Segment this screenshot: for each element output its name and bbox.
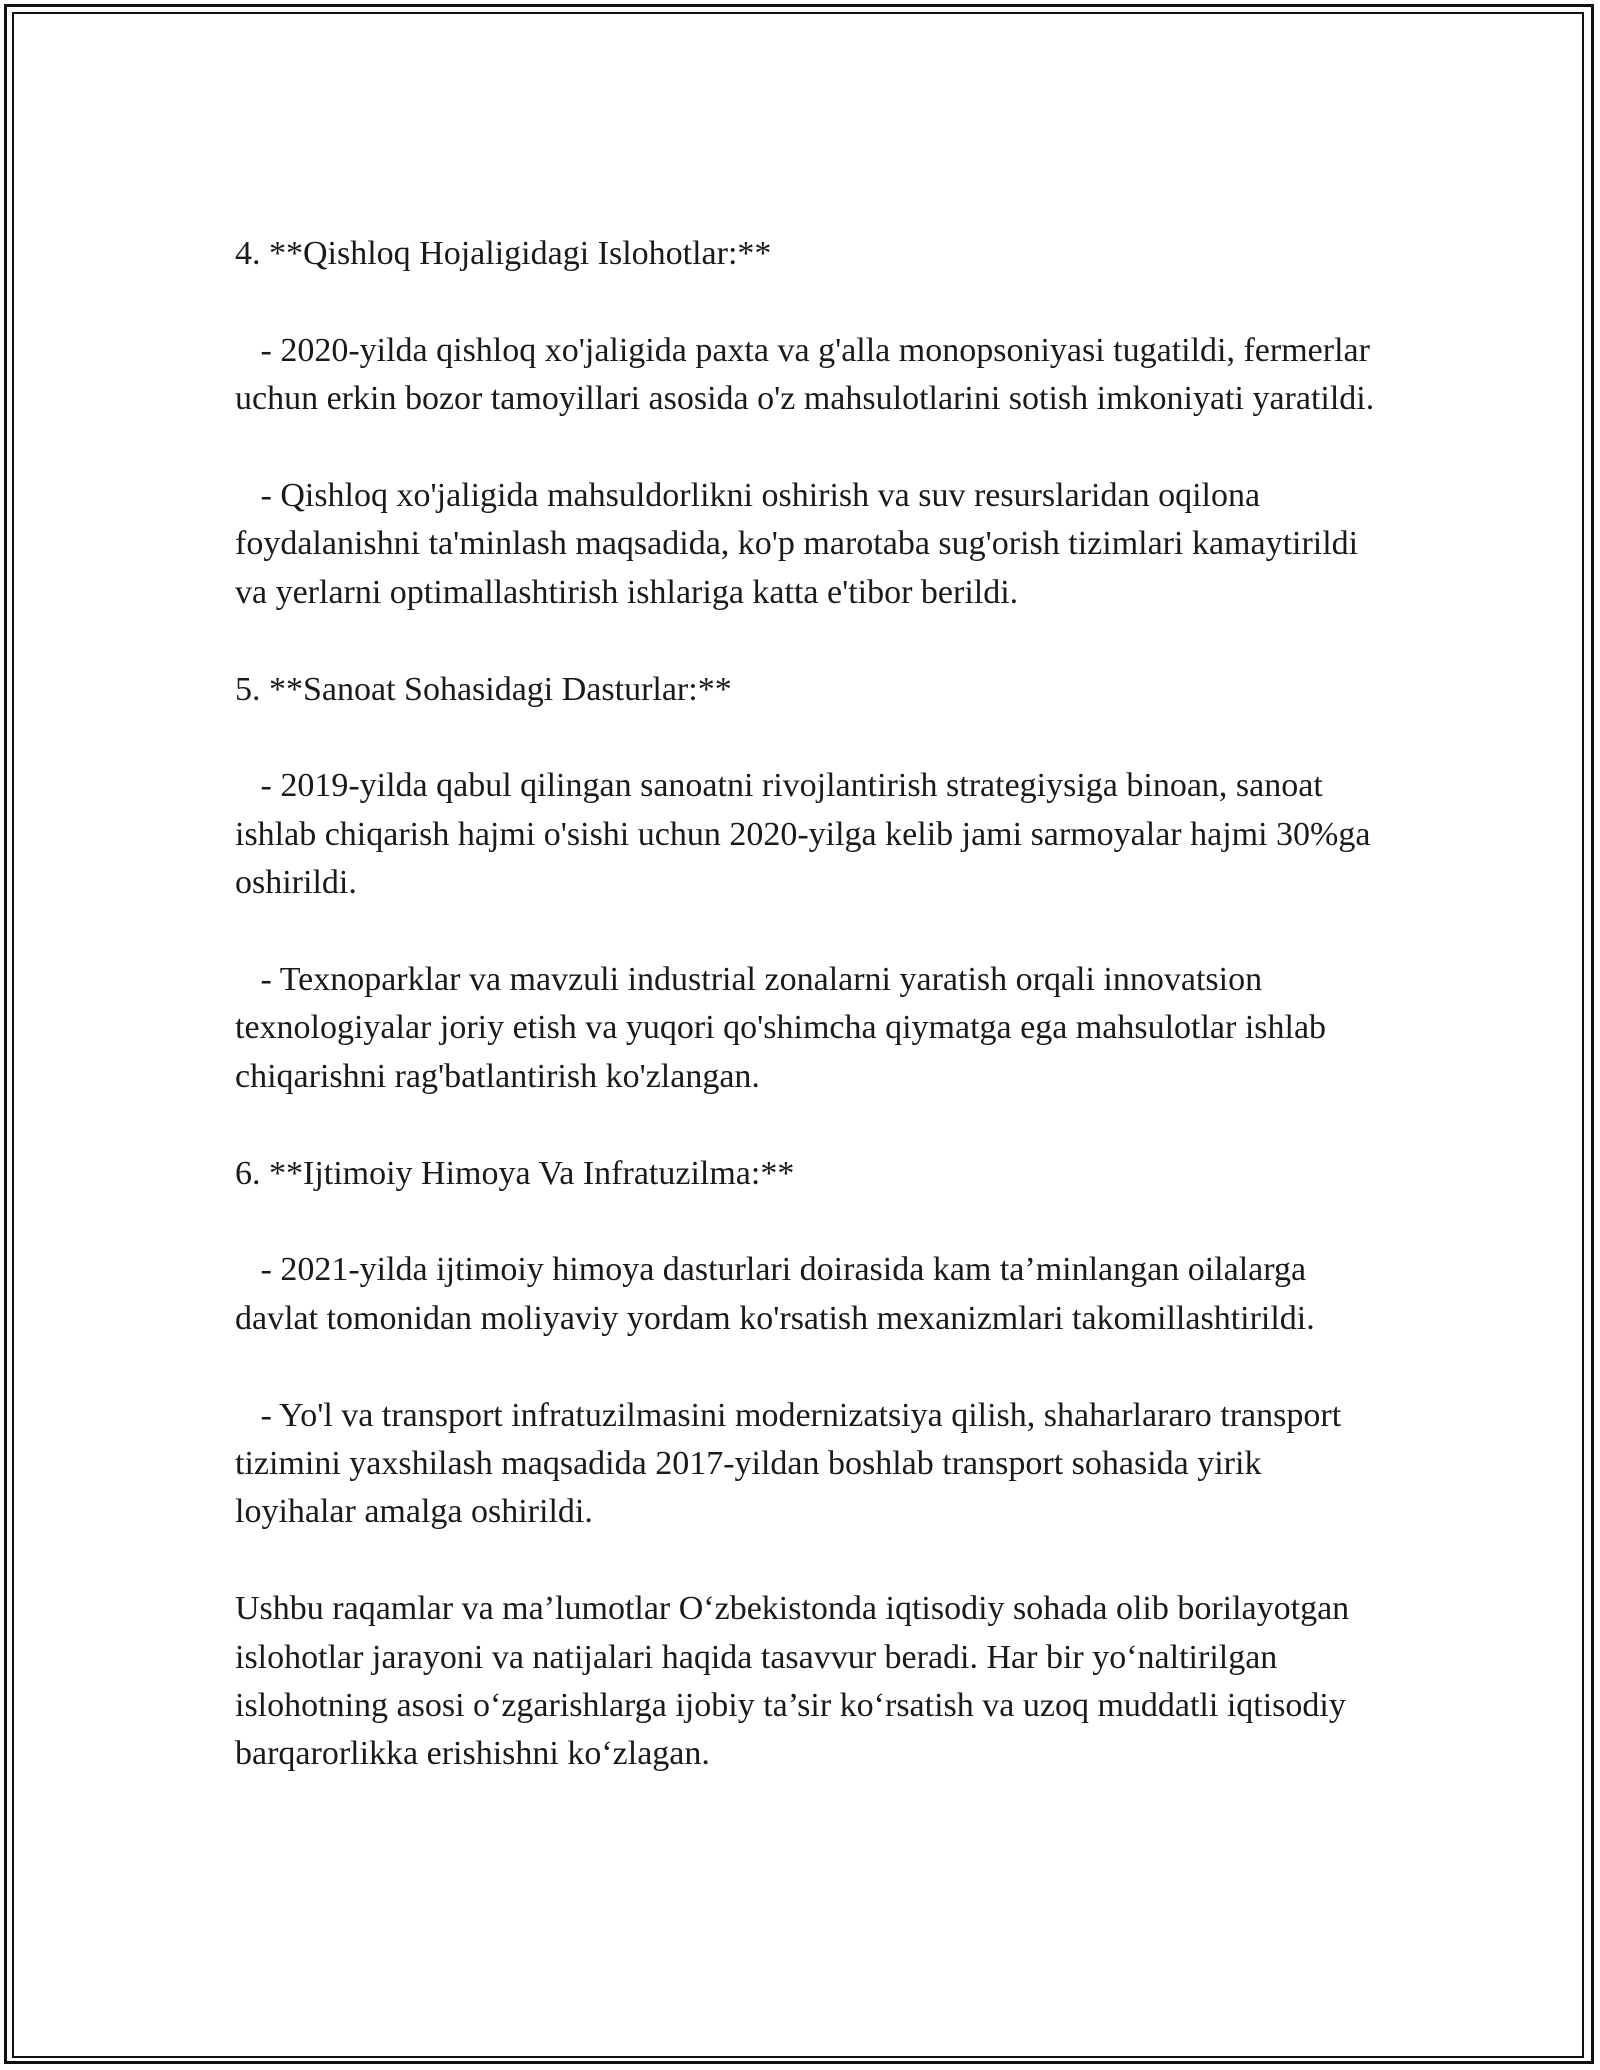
section-heading-agriculture: 4. **Qishloq Hojaligidagi Islohotlar:**	[235, 235, 772, 272]
section-heading-industry: 5. **Sanoat Sohasidagi Dasturlar:**	[235, 670, 732, 708]
list-item-agriculture-1: - 2020-yilda qishloq xo'jaligida paxta va g'alla monopsoniyasi tugatildi, fermerlar uchun erkin bozor tamoyillari asosida o'z mahsulotlarini sotish imkoniyati yaratildi.	[235, 331, 1379, 418]
document-body	[235, 230, 1379, 1779]
list-item-industry-1: - 2019-yilda qabul qilingan sanoatni rivojlantirish strategiysiga binoan, sanoat ishlab chiqarish hajmi o'sishi uchun 2020-yilga kelib jami sarmoyalar hajmi 30%ga oshirildi.	[235, 767, 1379, 902]
list-item-industry-2: - Texnoparklar va mavzuli industrial zonalarni yaratish orqali innovatsion texnologiyalar joriy etish va yuqori qo'shimcha qiymatga ega mahsulotlar ishlab chiqarishni rag'batlantirish ko'zlangan.	[235, 961, 1335, 1095]
conclusion-paragraph: Ushbu raqamlar va ma’lumotlar O‘zbekistonda iqtisodiy sohada olib borilayotgan islohotlar jarayoni va natijalari haqida tasavvur beradi. Har bir yo‘naltirilgan islohotning asosi o‘zgarishlarga ijobiy ta’sir ko‘rsatish va uzoq muddatli iqtisodiy barqarorlikka erishishni ko‘zlagan.	[235, 1590, 1350, 1773]
list-item-agriculture-2: - Qishloq xo'jaligida mahsuldorlikni oshirish va suv resurslaridan oqilona foydalanishni ta'minlash maqsadida, ko'p marotaba sug'orish tizimlari kamaytirildi va yerlarni optimallashtirish ishlariga katta e'tibor berildi.	[235, 477, 1367, 611]
list-item-social-1: - 2021-yilda ijtimoiy himoya dasturlari doirasida kam ta’minlangan oilalarga davlat tomonidan moliyaviy yordam ko'rsatish mexanizmlari takomillashtirildi.	[235, 1251, 1315, 1337]
list-item-social-2: - Yo'l va transport infratuzilmasini modernizatsiya qilish, shaharlararo transport tizimini yaxshilash maqsadida 2017-yildan boshlab transport sohasida yirik loyihalar amalga oshirildi.	[235, 1396, 1350, 1531]
section-heading-social: 6. **Ijtimoiy Himoya Va Infratuzilma:**	[235, 1154, 795, 1192]
